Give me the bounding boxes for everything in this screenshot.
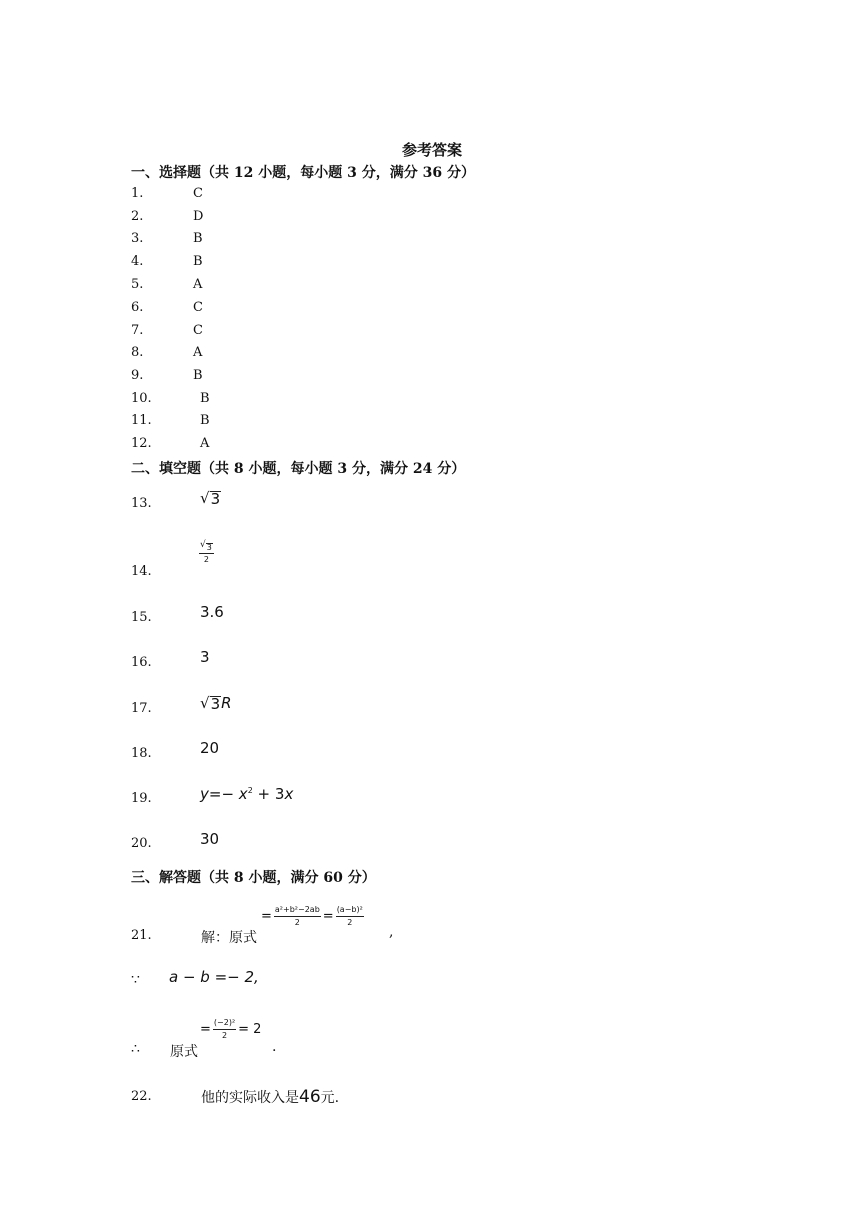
q3-answer: B [193, 231, 203, 246]
q14-answer: √ 3 2 [200, 540, 212, 565]
q2-number: 2. [131, 209, 144, 224]
q17-answer: √ 3 R [200, 694, 232, 713]
q10-number: 10. [131, 391, 152, 406]
q22-text-after: 元. [320, 1090, 340, 1106]
q14-number: 14. [131, 564, 152, 579]
therefore-expression: = $\frac{\text{(−2)²}}{2}$ = 2 [200, 1018, 262, 1040]
q21-expression: = $\frac{\text{a²+b²−2ab}}{2}$ = $\frac{\text{(a−b)²}}{2}$ [261, 905, 363, 927]
q21-number: 21. [131, 928, 152, 943]
therefore-symbol: ∴ [131, 1041, 140, 1057]
q13-answer: √ 3 [200, 489, 221, 508]
therefore-lead: 原式 [170, 1044, 198, 1060]
q11-answer: B [200, 413, 210, 428]
q21-frac2-numerator: (a−b)² [336, 906, 364, 917]
q20-answer: 30 [200, 830, 220, 848]
q13-number: 13. [131, 496, 152, 511]
q4-answer: B [193, 254, 203, 269]
q19-number: 19. [131, 791, 152, 806]
q22-text-before: 他的实际收入是 [201, 1090, 299, 1106]
q2-answer: D [193, 209, 204, 224]
therefore-trail: . [272, 1039, 277, 1055]
section3-heading: 三、解答题（共 8 小题，满分 60 分） [131, 870, 376, 886]
because-symbol: ∵ [131, 972, 140, 988]
therefore-numerator: (−2)² [213, 1019, 236, 1030]
q8-number: 8. [131, 345, 144, 360]
q22-answer [201, 1087, 339, 1107]
q16-answer: 3 [200, 648, 210, 666]
q17-number: 17. [131, 701, 152, 716]
q21-lead: 解：原式 [201, 930, 257, 946]
q19-answer: $y=- x^2 + 3x$ [200, 785, 294, 803]
q21-frac1-numerator: a²+b²−2ab [274, 906, 321, 917]
q15-answer: 3.6 [200, 603, 224, 621]
q15-number: 15. [131, 610, 152, 625]
q16-number: 16. [131, 655, 152, 670]
section2-heading: 二、填空题（共 8 小题，每小题 3 分，满分 24 分） [131, 461, 466, 477]
therefore-denominator: 2 [221, 1030, 228, 1040]
q11-number: 11. [131, 413, 152, 428]
q22-value: 46 [299, 1087, 321, 1107]
q20-number: 20. [131, 836, 152, 851]
q6-number: 6. [131, 300, 144, 315]
q3-number: 3. [131, 231, 144, 246]
q12-answer: A [200, 436, 210, 451]
q21-frac2-denominator: 2 [347, 917, 353, 927]
q21-trail: , [389, 924, 394, 940]
q7-number: 7. [131, 323, 144, 338]
page-title: 参考答案 [402, 141, 463, 159]
q1-answer: C [193, 186, 203, 201]
q12-number: 12. [131, 436, 152, 451]
q9-answer: B [193, 368, 203, 383]
q22-number: 22. [131, 1089, 152, 1104]
q5-number: 5. [131, 277, 144, 292]
q18-number: 18. [131, 746, 152, 761]
q21-frac1-denominator: 2 [294, 917, 300, 927]
q4-number: 4. [131, 254, 144, 269]
q1-number: 1. [131, 186, 144, 201]
q10-answer: B [200, 391, 210, 406]
q8-answer: A [193, 345, 203, 360]
because-expression: a − b =− 2, [169, 968, 259, 986]
q6-answer: C [193, 300, 203, 315]
section1-heading: 一、选择题（共 12 小题，每小题 3 分，满分 36 分） [131, 165, 475, 181]
q7-answer: C [193, 323, 203, 338]
q18-answer: 20 [200, 739, 220, 757]
therefore-result: = 2 [238, 1022, 262, 1038]
q9-number: 9. [131, 368, 144, 383]
q5-answer: A [193, 277, 203, 292]
